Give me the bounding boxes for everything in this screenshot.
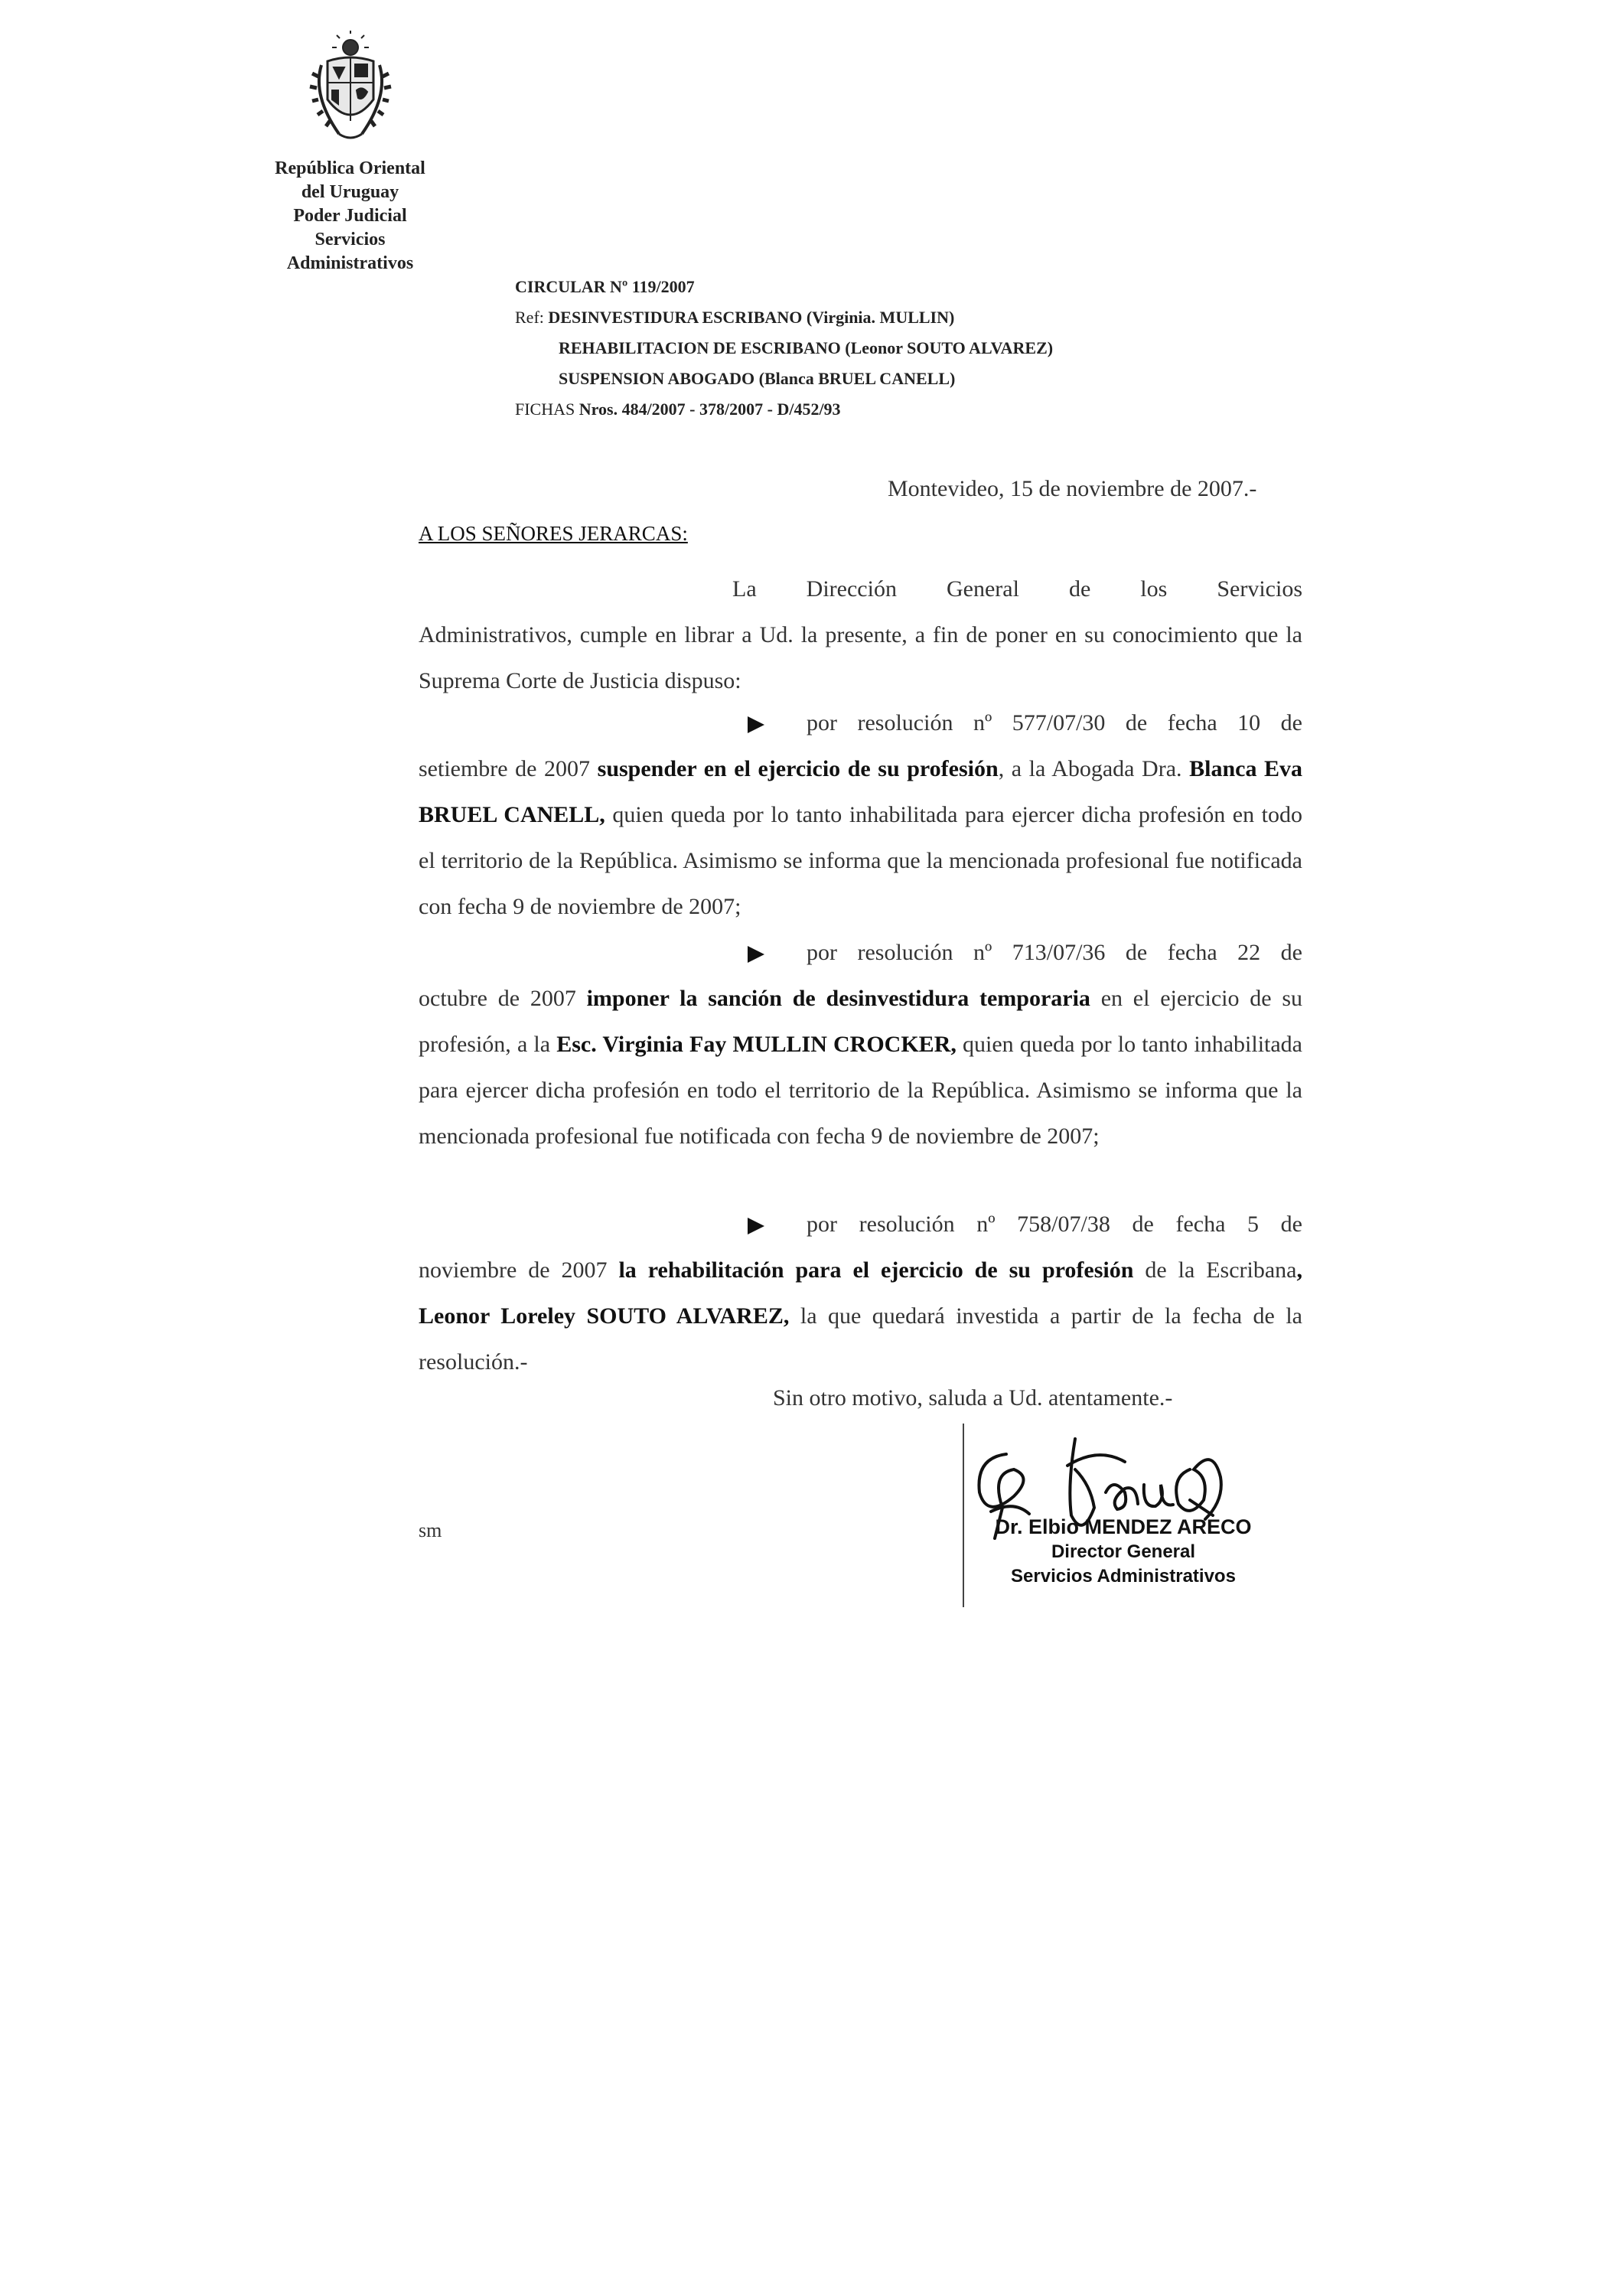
- institution-name: [253, 157, 448, 276]
- resolution-text: , a la Abogada Dra.: [998, 756, 1190, 781]
- institution-line: República Oriental: [275, 158, 425, 178]
- signer-department: Servicios Administrativos: [1011, 1566, 1236, 1587]
- signer-name: Dr. Elbio MENDEZ ARECO: [995, 1515, 1252, 1538]
- institution-line: Administrativos: [286, 253, 414, 273]
- addressee: A LOS SEÑORES JERARCAS:: [419, 522, 688, 545]
- resolution-text: quien queda por lo tanto inhabilitada para ejercer dicha profesión en todo el territorio de la República. Asimismo se informa que la mencionada profesional fue notificada con fecha 9 de noviembre de 2007;: [419, 1032, 1302, 1149]
- institution-line: Poder Judicial: [293, 206, 407, 226]
- resolution-person: Esc. Virginia Fay MULLIN CROCKER,: [556, 1032, 957, 1057]
- ref-prefix: Ref:: [515, 308, 544, 327]
- resolution-action: la rehabilitación para el ejercicio de su profesión: [618, 1257, 1134, 1283]
- institution-line: del Uruguay: [301, 182, 399, 202]
- resolution-text: setiembre de 2007: [419, 756, 598, 781]
- institution-line: Servicios: [314, 230, 386, 249]
- resolution-text: noviembre de 2007: [419, 1257, 619, 1283]
- intro-paragraph: [419, 566, 1302, 704]
- fichas-numbers: Nros. 484/2007 - 378/2007 - D/452/93: [578, 400, 841, 419]
- resolution-person: , Leonor Loreley SOUTO ALVAREZ,: [419, 1257, 1302, 1329]
- resolution-item: [419, 700, 1302, 930]
- resolution-text: octubre de 2007: [419, 986, 587, 1011]
- ref-line: REHABILITACION DE ESCRIBANO (Leonor SOUTO ALVAREZ): [559, 338, 1054, 357]
- resolution-text: en el ejercicio de su profesión, a la: [419, 986, 1302, 1057]
- coat-of-arms-emblem: [305, 31, 396, 145]
- resolution-action: imponer la sanción de desinvestidura temporaria: [586, 986, 1090, 1011]
- typist-initials: sm: [419, 1519, 442, 1541]
- resolution-item: [419, 930, 1302, 1159]
- resolution-text: la que quedará investida a partir de la fecha de la resolución.-: [419, 1303, 1302, 1375]
- intro-text: Administrativos, cumple en librar a Ud. la presente, a fin de poner en su conocimiento que la Suprema Corte de Justicia dispuso:: [419, 622, 1302, 693]
- resolution-action: suspender en el ejercicio de su profesión: [597, 756, 999, 781]
- ref-line: DESINVESTIDURA ESCRIBANO (Virginia. MULLIN): [548, 308, 955, 327]
- arrow-bullet-icon: [748, 1218, 764, 1234]
- ref-line: SUSPENSION ABOGADO (Blanca BRUEL CANELL): [559, 369, 956, 388]
- intro-first-line: La Dirección General de los Servicios: [732, 576, 1302, 602]
- signer-block: [963, 1514, 1284, 1589]
- closing-line: Sin otro motivo, saluda a Ud. atentamente.-: [773, 1385, 1173, 1411]
- resolution-person: Blanca Eva BRUEL CANELL,: [419, 756, 1303, 827]
- resolution-first-line: por resolución nº 577/07/30 de fecha 10 de: [807, 710, 1302, 735]
- arrow-bullet-icon: [748, 946, 764, 963]
- reference-block: [515, 272, 1053, 425]
- arrow-bullet-icon: [748, 716, 764, 733]
- resolution-first-line: por resolución nº 758/07/38 de fecha 5 de: [807, 1212, 1302, 1237]
- signer-title: Director General: [1051, 1541, 1196, 1562]
- circular-number: CIRCULAR Nº 119/2007: [515, 277, 695, 296]
- fichas-prefix: FICHAS: [515, 400, 575, 419]
- resolution-first-line: por resolución nº 713/07/36 de fecha 22 de: [807, 940, 1302, 965]
- resolution-text: quien queda por lo tanto inhabilitada para ejercer dicha profesión en todo el territorio de la República. Asimismo se informa que la mencionada profesional fue notificada con fecha 9 de noviembre de 2007;: [419, 802, 1302, 919]
- resolution-text: de la Escribana: [1133, 1257, 1297, 1283]
- letter-date: Montevideo, 15 de noviembre de 2007.-: [888, 476, 1257, 501]
- resolution-item: [419, 1202, 1302, 1385]
